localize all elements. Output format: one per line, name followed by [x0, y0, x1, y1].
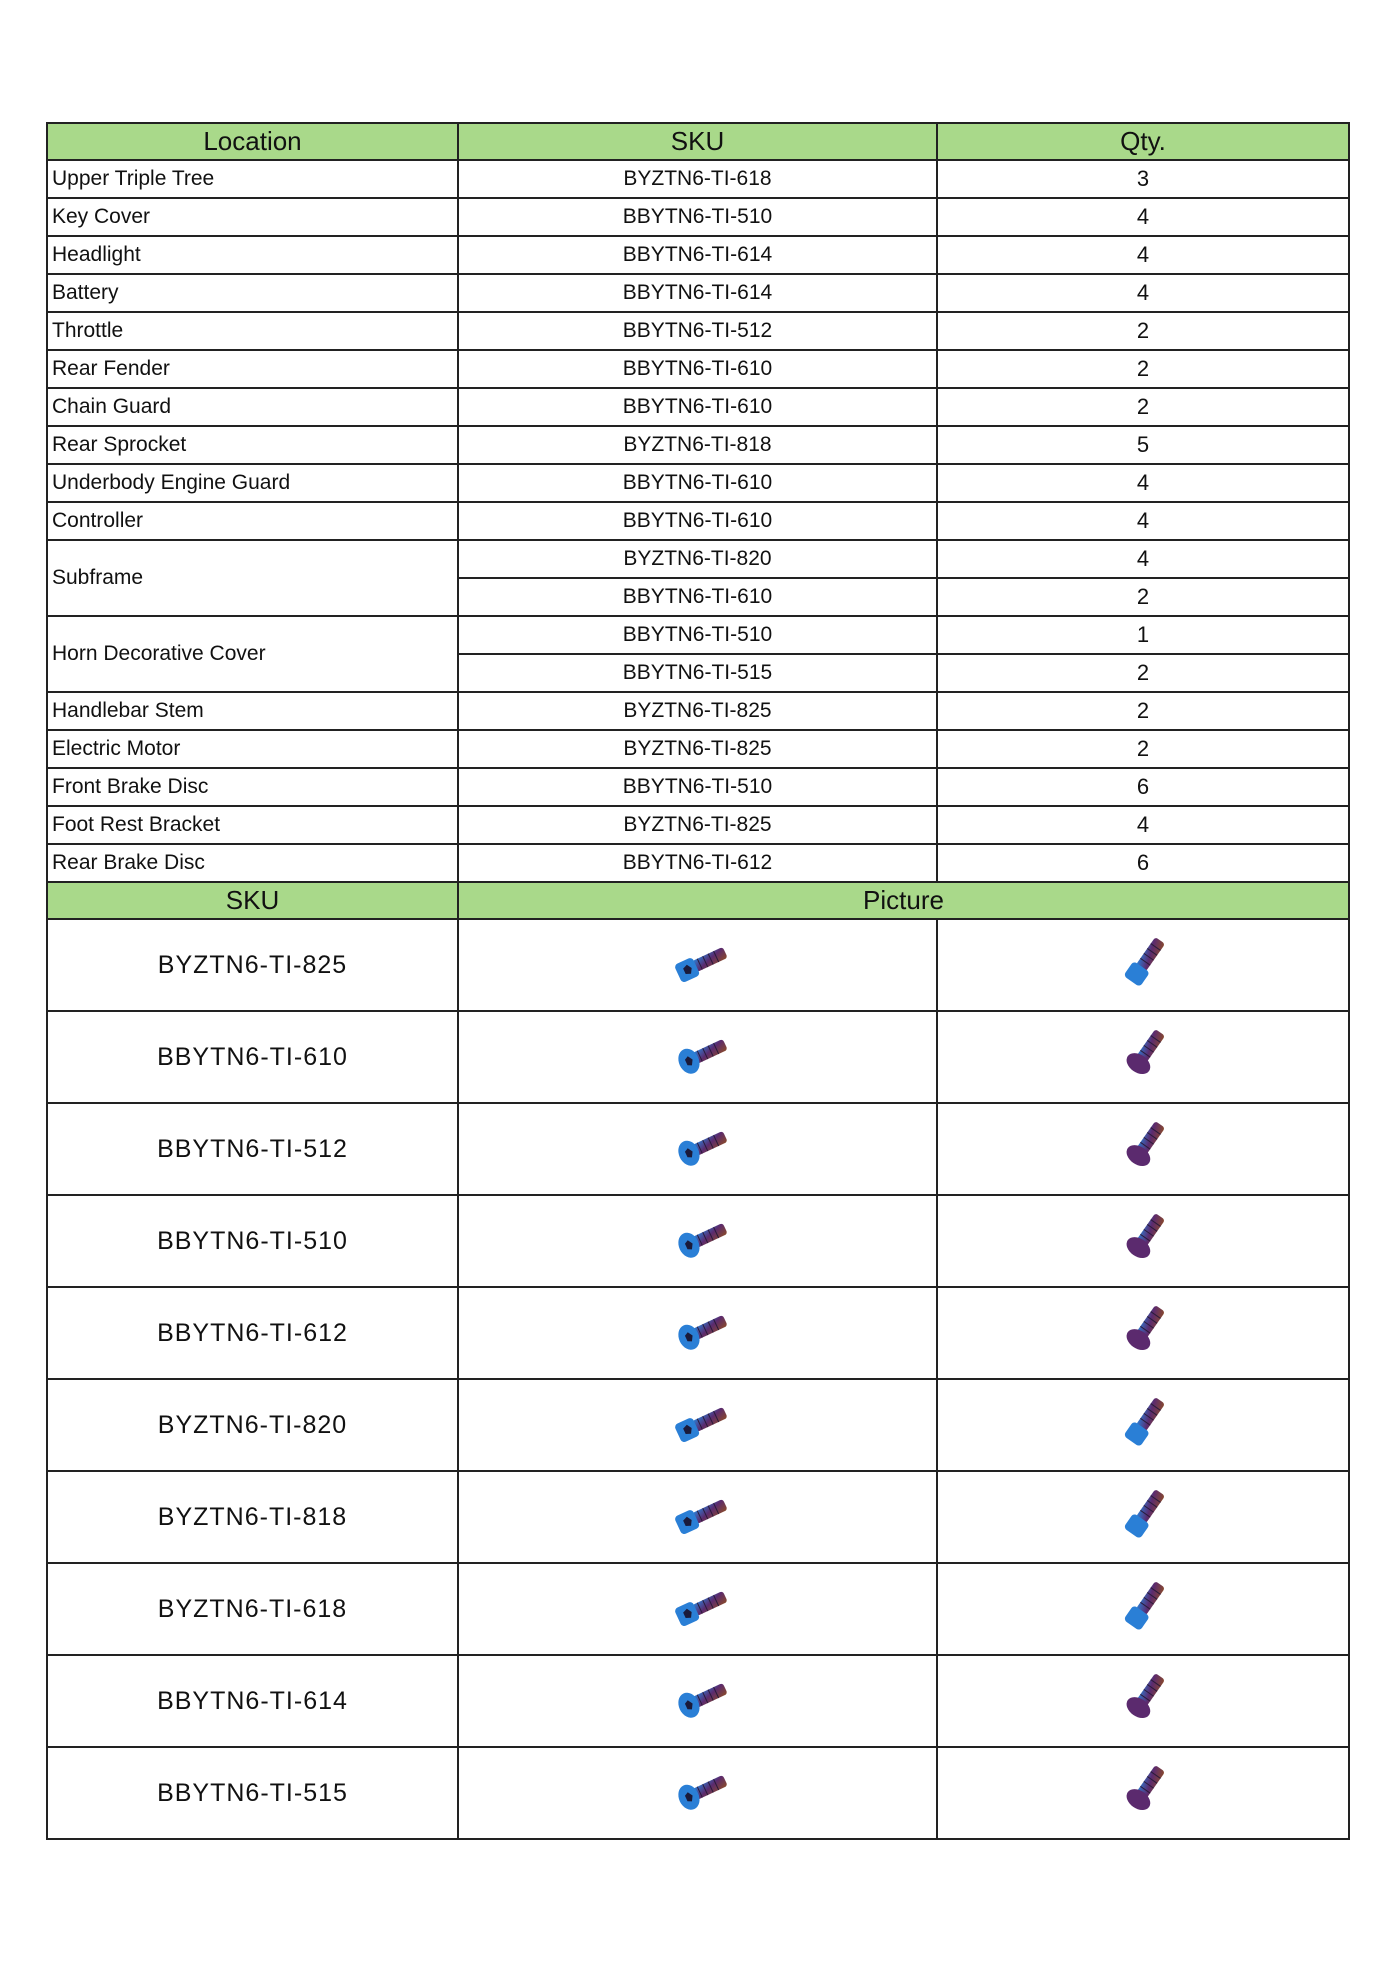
gallery-sku-cell: BBYTN6-TI-612 — [47, 1287, 458, 1379]
picture-side-view — [458, 1195, 937, 1287]
sku-cell: BBYTN6-TI-610 — [458, 578, 937, 616]
location-cell: Subframe — [47, 540, 458, 616]
table-row — [47, 160, 1349, 198]
qty-cell: 4 — [937, 464, 1349, 502]
sku-cell: BYZTN6-TI-818 — [458, 426, 937, 464]
picture-side-view — [458, 1747, 937, 1839]
picture-side-view — [458, 919, 937, 1011]
parts-sheet — [46, 122, 1348, 1840]
location-cell: Foot Rest Bracket — [47, 806, 458, 844]
table-row — [47, 312, 1349, 350]
gallery-sku-header: SKU — [47, 882, 458, 919]
bolt-icon — [663, 1303, 733, 1363]
gallery-row — [47, 1747, 1349, 1839]
picture-angle-view — [937, 1471, 1349, 1563]
location-cell: Electric Motor — [47, 730, 458, 768]
qty-cell: 2 — [937, 654, 1349, 692]
picture-angle-view — [937, 1103, 1349, 1195]
table-row — [47, 236, 1349, 274]
location-cell: Rear Brake Disc — [47, 844, 458, 882]
qty-cell: 6 — [937, 844, 1349, 882]
bolt-icon — [1108, 935, 1178, 995]
location-cell: Throttle — [47, 312, 458, 350]
sku-cell: BBYTN6-TI-610 — [458, 388, 937, 426]
gallery-sku-cell: BBYTN6-TI-512 — [47, 1103, 458, 1195]
sku-cell: BBYTN6-TI-610 — [458, 464, 937, 502]
bolt-icon — [1108, 1487, 1178, 1547]
gallery-row — [47, 1655, 1349, 1747]
location-cell: Controller — [47, 502, 458, 540]
bolt-icon — [1108, 1395, 1178, 1455]
sku-cell: BBYTN6-TI-510 — [458, 768, 937, 806]
picture-angle-view — [937, 1011, 1349, 1103]
bom-body — [47, 160, 1349, 882]
picture-angle-view — [937, 919, 1349, 1011]
gallery-sku-cell: BBYTN6-TI-610 — [47, 1011, 458, 1103]
location-cell: Horn Decorative Cover — [47, 616, 458, 692]
picture-angle-view — [937, 1195, 1349, 1287]
gallery-row — [47, 1563, 1349, 1655]
location-cell: Upper Triple Tree — [47, 160, 458, 198]
qty-column-header: Qty. — [937, 123, 1349, 160]
gallery-row — [47, 919, 1349, 1011]
picture-side-view — [458, 1379, 937, 1471]
qty-cell: 2 — [937, 388, 1349, 426]
bolt-icon — [663, 1119, 733, 1179]
bolt-icon — [663, 1027, 733, 1087]
qty-cell: 4 — [937, 502, 1349, 540]
bom-header-row — [47, 123, 1349, 160]
qty-cell: 6 — [937, 768, 1349, 806]
qty-cell: 5 — [937, 426, 1349, 464]
gallery-header — [47, 882, 1349, 919]
table-row — [47, 198, 1349, 236]
qty-cell: 4 — [937, 198, 1349, 236]
qty-cell: 2 — [937, 692, 1349, 730]
table-row — [47, 274, 1349, 312]
qty-cell: 4 — [937, 540, 1349, 578]
location-cell: Battery — [47, 274, 458, 312]
sku-cell: BBYTN6-TI-510 — [458, 198, 937, 236]
gallery-sku-cell: BYZTN6-TI-820 — [47, 1379, 458, 1471]
picture-angle-view — [937, 1287, 1349, 1379]
sku-cell: BBYTN6-TI-515 — [458, 654, 937, 692]
gallery-row — [47, 1011, 1349, 1103]
qty-cell: 4 — [937, 236, 1349, 274]
location-cell: Underbody Engine Guard — [47, 464, 458, 502]
bolt-icon — [663, 1763, 733, 1823]
bolt-icon — [663, 1671, 733, 1731]
table-row — [47, 806, 1349, 844]
bolt-icon — [663, 1395, 733, 1455]
picture-side-view — [458, 1287, 937, 1379]
table-row — [47, 730, 1349, 768]
qty-cell: 1 — [937, 616, 1349, 654]
table-row — [47, 464, 1349, 502]
gallery-sku-cell: BYZTN6-TI-825 — [47, 919, 458, 1011]
picture-angle-view — [937, 1563, 1349, 1655]
bolt-icon — [663, 935, 733, 995]
gallery-row — [47, 1287, 1349, 1379]
table-row — [47, 388, 1349, 426]
location-cell: Chain Guard — [47, 388, 458, 426]
gallery-row — [47, 1195, 1349, 1287]
picture-angle-view — [937, 1379, 1349, 1471]
table-row — [47, 844, 1349, 882]
location-cell: Rear Sprocket — [47, 426, 458, 464]
location-cell: Headlight — [47, 236, 458, 274]
bom-table — [46, 122, 1350, 1840]
sku-cell: BYZTN6-TI-825 — [458, 806, 937, 844]
bolt-icon — [663, 1487, 733, 1547]
sku-cell: BBYTN6-TI-612 — [458, 844, 937, 882]
qty-cell: 2 — [937, 312, 1349, 350]
sku-cell: BBYTN6-TI-614 — [458, 274, 937, 312]
gallery-row — [47, 1379, 1349, 1471]
qty-cell: 4 — [937, 274, 1349, 312]
bolt-icon — [663, 1579, 733, 1639]
picture-side-view — [458, 1103, 937, 1195]
picture-side-view — [458, 1655, 937, 1747]
qty-cell: 2 — [937, 578, 1349, 616]
picture-side-view — [458, 1011, 937, 1103]
gallery-header-row — [47, 882, 1349, 919]
bolt-icon — [1108, 1671, 1178, 1731]
bolt-icon — [1108, 1579, 1178, 1639]
table-row — [47, 540, 1349, 578]
sku-cell: BYZTN6-TI-825 — [458, 692, 937, 730]
table-row — [47, 350, 1349, 388]
picture-angle-view — [937, 1655, 1349, 1747]
gallery-row — [47, 1471, 1349, 1563]
bolt-icon — [1108, 1119, 1178, 1179]
gallery-sku-cell: BBYTN6-TI-510 — [47, 1195, 458, 1287]
sku-cell: BBYTN6-TI-610 — [458, 502, 937, 540]
gallery-row — [47, 1103, 1349, 1195]
bolt-icon — [1108, 1303, 1178, 1363]
qty-cell: 2 — [937, 350, 1349, 388]
bolt-icon — [1108, 1027, 1178, 1087]
sku-cell: BYZTN6-TI-618 — [458, 160, 937, 198]
bolt-icon — [1108, 1211, 1178, 1271]
location-cell: Handlebar Stem — [47, 692, 458, 730]
sku-cell: BYZTN6-TI-825 — [458, 730, 937, 768]
gallery-sku-cell: BBYTN6-TI-515 — [47, 1747, 458, 1839]
picture-angle-view — [937, 1747, 1349, 1839]
table-row — [47, 768, 1349, 806]
gallery-sku-cell: BBYTN6-TI-614 — [47, 1655, 458, 1747]
bolt-icon — [663, 1211, 733, 1271]
location-column-header: Location — [47, 123, 458, 160]
sku-cell: BBYTN6-TI-610 — [458, 350, 937, 388]
table-row — [47, 426, 1349, 464]
table-row — [47, 692, 1349, 730]
table-row — [47, 502, 1349, 540]
gallery-sku-cell: BYZTN6-TI-818 — [47, 1471, 458, 1563]
qty-cell: 4 — [937, 806, 1349, 844]
picture-side-view — [458, 1563, 937, 1655]
gallery-picture-header: Picture — [458, 882, 1349, 919]
qty-cell: 3 — [937, 160, 1349, 198]
table-row — [47, 616, 1349, 654]
location-cell: Front Brake Disc — [47, 768, 458, 806]
gallery-body — [47, 919, 1349, 1839]
qty-cell: 2 — [937, 730, 1349, 768]
sku-column-header: SKU — [458, 123, 937, 160]
location-cell: Rear Fender — [47, 350, 458, 388]
sku-cell: BBYTN6-TI-614 — [458, 236, 937, 274]
sku-cell: BYZTN6-TI-820 — [458, 540, 937, 578]
picture-side-view — [458, 1471, 937, 1563]
sku-cell: BBYTN6-TI-512 — [458, 312, 937, 350]
location-cell: Key Cover — [47, 198, 458, 236]
gallery-sku-cell: BYZTN6-TI-618 — [47, 1563, 458, 1655]
bolt-icon — [1108, 1763, 1178, 1823]
sku-cell: BBYTN6-TI-510 — [458, 616, 937, 654]
